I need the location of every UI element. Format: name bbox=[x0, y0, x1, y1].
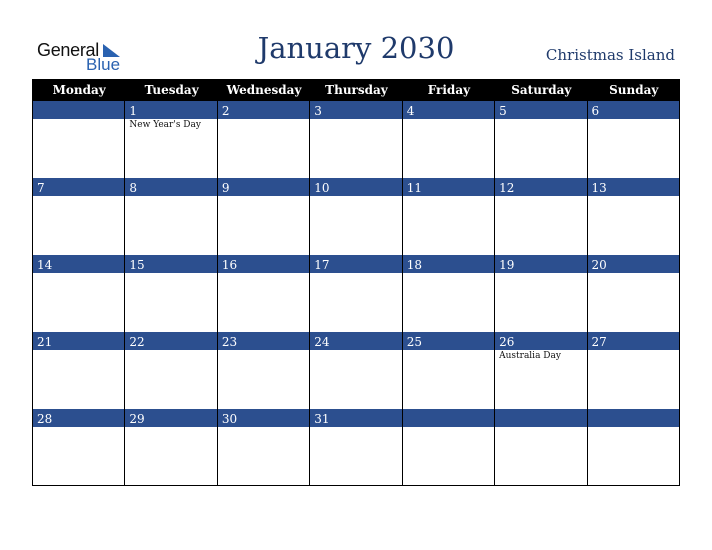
day-number: 4 bbox=[403, 101, 494, 119]
day-cell[interactable] bbox=[310, 332, 402, 409]
day-number: 23 bbox=[218, 332, 309, 350]
day-number: 7 bbox=[33, 178, 124, 196]
day-cell[interactable] bbox=[125, 255, 217, 332]
day-number: 21 bbox=[33, 332, 124, 350]
day-cell[interactable] bbox=[33, 101, 125, 178]
day-number: 3 bbox=[310, 101, 401, 119]
day-number: 24 bbox=[310, 332, 401, 350]
week-row bbox=[33, 409, 680, 486]
day-cell[interactable] bbox=[403, 255, 495, 332]
day-cell[interactable] bbox=[588, 409, 680, 486]
day-cell[interactable] bbox=[403, 178, 495, 255]
day-number: 14 bbox=[33, 255, 124, 273]
day-cell[interactable] bbox=[33, 255, 125, 332]
week-row bbox=[33, 101, 680, 178]
day-number: 15 bbox=[125, 255, 216, 273]
holiday-label: Australia Day bbox=[499, 351, 561, 361]
day-number: 11 bbox=[403, 178, 494, 196]
weekday-wednesday: Wednesday bbox=[226, 83, 302, 97]
day-cell[interactable] bbox=[125, 409, 217, 486]
day-cell[interactable] bbox=[588, 178, 680, 255]
day-cell[interactable] bbox=[403, 101, 495, 178]
day-number: 12 bbox=[495, 178, 586, 196]
holiday-label: New Year's Day bbox=[129, 120, 201, 130]
weekday-header bbox=[33, 79, 680, 101]
day-cell[interactable] bbox=[33, 332, 125, 409]
day-number: 30 bbox=[218, 409, 309, 427]
day-number: 25 bbox=[403, 332, 494, 350]
day-cell[interactable] bbox=[125, 178, 217, 255]
day-number: 13 bbox=[588, 178, 679, 196]
weekday-monday: Monday bbox=[52, 83, 106, 97]
day-number: 5 bbox=[495, 101, 586, 119]
day-number: 22 bbox=[125, 332, 216, 350]
day-number: 2 bbox=[218, 101, 309, 119]
day-number: 31 bbox=[310, 409, 401, 427]
day-number bbox=[33, 101, 124, 119]
day-cell[interactable] bbox=[33, 178, 125, 255]
day-number: 6 bbox=[588, 101, 679, 119]
week-row bbox=[33, 178, 680, 255]
weekday-friday: Friday bbox=[427, 83, 471, 97]
week-row bbox=[33, 332, 680, 409]
day-number bbox=[588, 409, 679, 427]
day-cell[interactable] bbox=[403, 409, 495, 486]
day-number: 20 bbox=[588, 255, 679, 273]
day-cell[interactable] bbox=[495, 255, 587, 332]
day-cell[interactable] bbox=[310, 178, 402, 255]
day-cell[interactable] bbox=[218, 332, 310, 409]
day-number: 16 bbox=[218, 255, 309, 273]
day-cell[interactable] bbox=[218, 409, 310, 486]
region-label: Christmas Island bbox=[545, 46, 675, 64]
day-cell[interactable] bbox=[125, 101, 217, 178]
day-number: 28 bbox=[33, 409, 124, 427]
day-cell[interactable] bbox=[588, 255, 680, 332]
day-number: 27 bbox=[588, 332, 679, 350]
day-cell[interactable] bbox=[403, 332, 495, 409]
day-cell[interactable] bbox=[218, 255, 310, 332]
day-number bbox=[495, 409, 586, 427]
day-cell[interactable] bbox=[588, 332, 680, 409]
weekday-saturday: Saturday bbox=[511, 83, 572, 97]
day-cell[interactable] bbox=[33, 409, 125, 486]
day-number bbox=[403, 409, 494, 427]
day-number: 29 bbox=[125, 409, 216, 427]
day-number: 19 bbox=[495, 255, 586, 273]
day-cell[interactable] bbox=[588, 101, 680, 178]
week-row bbox=[33, 255, 680, 332]
weekday-sunday: Sunday bbox=[609, 83, 659, 97]
day-number: 10 bbox=[310, 178, 401, 196]
month-title: January 2030 bbox=[257, 31, 455, 65]
logo-word-blue: Blue bbox=[86, 55, 121, 74]
logo-word-general: General bbox=[37, 40, 99, 60]
day-cell[interactable] bbox=[495, 101, 587, 178]
day-cell[interactable] bbox=[125, 332, 217, 409]
day-cell[interactable] bbox=[495, 332, 587, 409]
day-cell[interactable] bbox=[495, 178, 587, 255]
calendar-grid bbox=[32, 79, 680, 486]
day-cell[interactable] bbox=[218, 101, 310, 178]
day-cell[interactable] bbox=[310, 409, 402, 486]
weekday-tuesday: Tuesday bbox=[144, 83, 199, 97]
day-number: 9 bbox=[218, 178, 309, 196]
day-number: 18 bbox=[403, 255, 494, 273]
day-cell[interactable] bbox=[218, 178, 310, 255]
day-cell[interactable] bbox=[310, 255, 402, 332]
day-number: 26 bbox=[495, 332, 586, 350]
day-number: 1 bbox=[125, 101, 216, 119]
day-number: 8 bbox=[125, 178, 216, 196]
day-cell[interactable] bbox=[495, 409, 587, 486]
weekday-thursday: Thursday bbox=[325, 83, 388, 97]
day-cell[interactable] bbox=[310, 101, 402, 178]
day-number: 17 bbox=[310, 255, 401, 273]
